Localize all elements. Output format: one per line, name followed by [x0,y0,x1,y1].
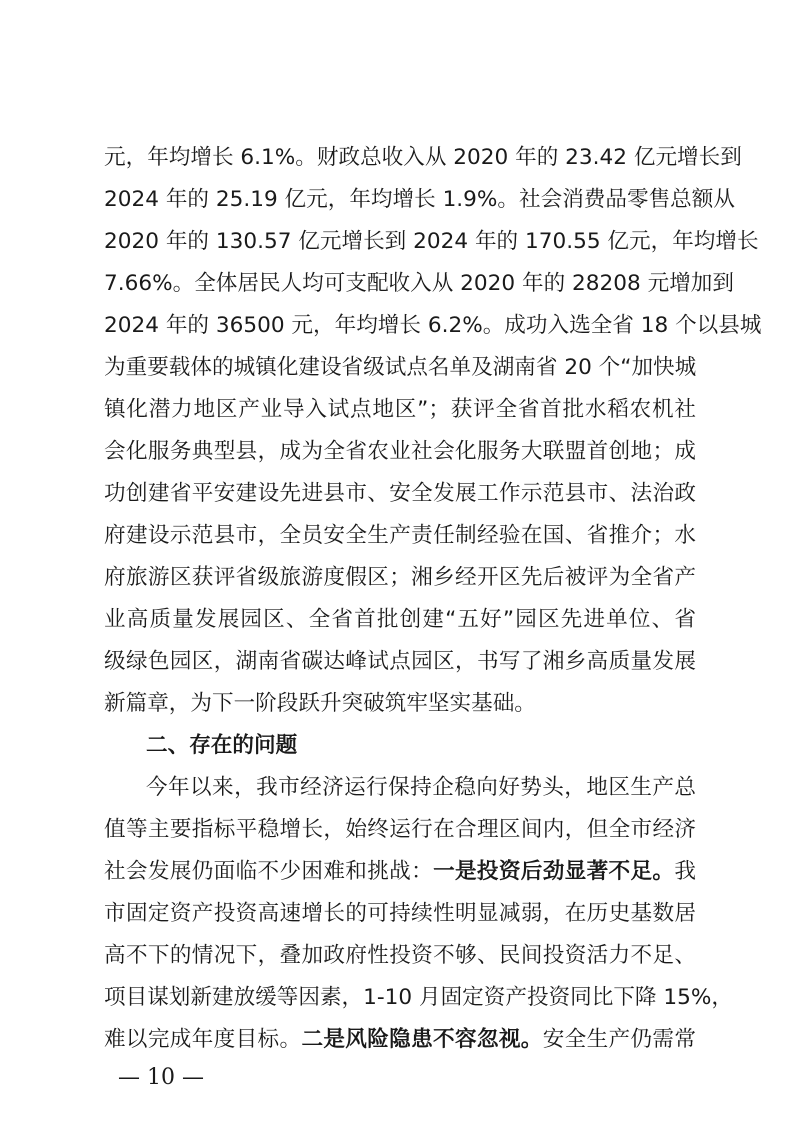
paragraph-line: 新篇章，为下一阶段跃升突破筑牢坚实基础。 [104,691,536,716]
paragraph-line: 镇化潜力地区产业导入试点地区”；获评全省首批水稻农机社 [104,397,696,422]
paragraph-line: 值等主要指标平稳增长，始终运行在合理区间内，但全市经济 [104,817,696,842]
paragraph-text: 我 [674,859,696,884]
paragraph-text: 难以完成年度目标。 [104,1027,302,1052]
paragraph-line: 7.66%。全体居民人均可支配收入从 2020 年的 28208 元增加到 [104,271,734,296]
paragraph-line: 元，年均增长 6.1%。财政总收入从 2020 年的 23.42 亿元增长到 [104,145,742,170]
paragraph-line: 高不下的情况下，叠加政府性投资不够、民间投资活力不足、 [104,943,696,968]
paragraph-text: 社会发展仍面临不少困难和挑战： [104,859,434,884]
paragraph-line: 项目谋划新建放缓等因素，1-10 月固定资产投资同比下降 15%， [104,985,733,1010]
paragraph-line-with-emphasis [104,1020,696,1060]
emphasis-text: 一是投资后劲显著不足。 [433,859,675,884]
paragraph-line: 2024 年的 25.19 亿元，年均增长 1.9%。社会消费品零售总额从 [104,187,735,212]
emphasis-text: 二是风险隐患不容忽视。 [301,1027,543,1052]
paragraph-line: 府建设示范县市，全员安全生产责任制经验在国、省推介；水 [104,523,696,548]
paragraph-line: 2020 年的 130.57 亿元增长到 2024 年的 170.55 亿元，年均增长 [104,229,759,254]
paragraph-text: 安全生产仍需常 [542,1027,696,1052]
paragraph-line: 业高质量发展园区、全省首批创建“五好”园区先进单位、省 [104,607,696,632]
paragraph-line: 为重要载体的城镇化建设省级试点名单及湖南省 20 个“加快城 [104,355,697,380]
paragraph-line: 市固定资产投资高速增长的可持续性明显减弱，在历史基数居 [104,901,696,926]
paragraph-line: 功创建省平安建设先进县市、安全发展工作示范县市、法治政 [104,481,696,506]
page-number: — 10 — [118,1065,204,1090]
paragraph-line-with-emphasis [104,852,696,892]
paragraph-line: 级绿色园区，湖南省碳达峰试点园区，书写了湘乡高质量发展 [104,649,696,674]
section-heading: 二、存在的问题 [146,733,298,758]
paragraph-line: 今年以来，我市经济运行保持企稳向好势头，地区生产总 [146,775,696,800]
paragraph-line: 府旅游区获评省级旅游度假区；湘乡经开区先后被评为全省产 [104,565,696,590]
paragraph-line: 2024 年的 36500 元，年均增长 6.2%。成功入选全省 18 个以县城 [104,313,762,338]
paragraph-line: 会化服务典型县，成为全省农业社会化服务大联盟首创地；成 [104,439,696,464]
